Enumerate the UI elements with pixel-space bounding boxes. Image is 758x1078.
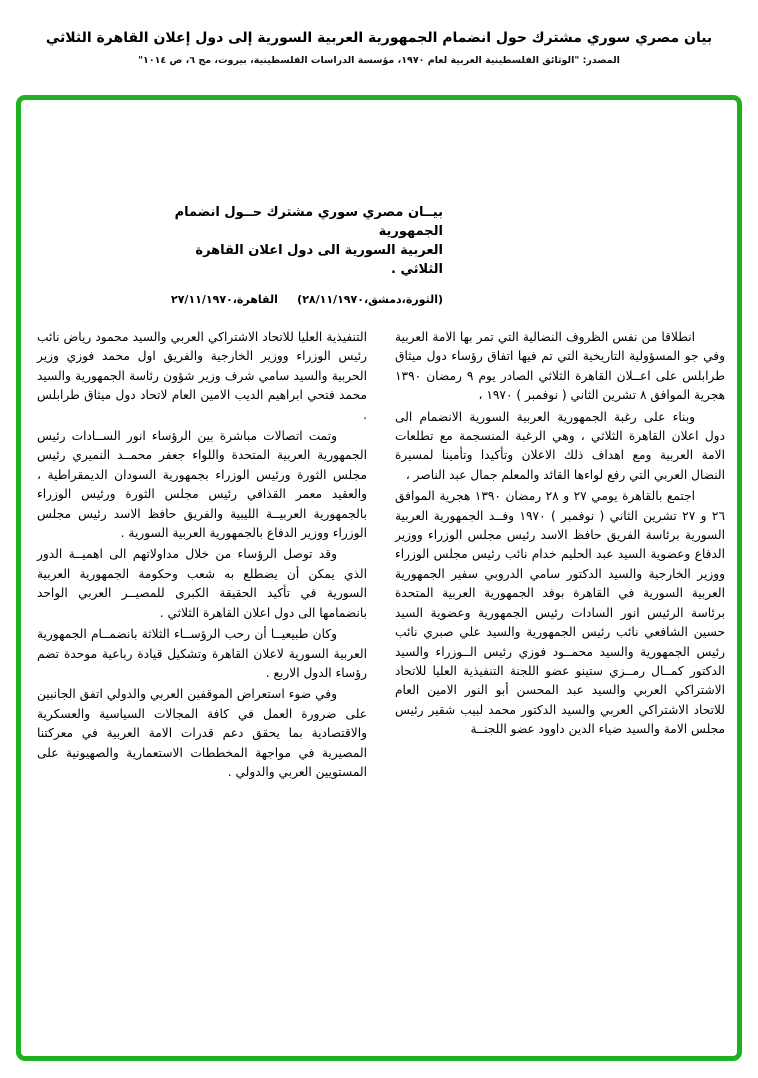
document-dateline <box>171 293 443 306</box>
source-line: المصدر: "الوثائق الفلسطينية العربية لعام ١٩٧٠، مؤسسة الدراسات الفلسطينية، بيروت، مج ٦، ص ١٠١٤" <box>138 55 620 66</box>
document-title-line1: بيــان مصري سوري مشترك حــول انضمام الجمهورية <box>174 205 443 239</box>
document-title-block <box>171 203 443 306</box>
paragraph: وتمت اتصالات مباشرة بين الرؤساء انور الســادات رئيس الجمهورية العربية المتحدة واللواء جعفر محمــد النميري رئيس مجلس الثورة ورئيس الوزراء بجمهورية السودان الديمقراطية ، والعقيد معمر القذافي رئيس مجلس الثورة ورئيس الوزراء بالجمهورية العربيــة الليبية والفريق حافظ الاسد رئيس مجلس الوزراء ووزير الدفاع بالجمهورية العربية السورية . <box>37 429 367 541</box>
dateline-cairo: القاهرة،٢٧/١١/١٩٧٠ <box>171 293 278 306</box>
paragraph: انطلاقا من نفس الظروف النضالية التي تمر بها الامة العربية وفي جو المسؤولية التاريخية التي تم فيها اتفاق رؤساء دول ميثاق طرابلس على اعــلان القاهرة الثلاثي الصادر يوم ٩ رمضان ١٣٩٠ هجرية الموافق ٨ تشرين الثاني ( نوفمبر ) ١٩٧٠ ، <box>395 330 725 403</box>
paragraph: وبناء على رغبة الجمهورية العربية السورية الانضمام الى دول اعلان القاهرة الثلاثي ، وهي الرغبة المنسجمة مع تطلعات الامة العربية ومع اهداف ذلك الاعلان وتأكيدا وتأمينا لمسيرة النضال العربي التي رفع لواءها القائد والمعلم جمال عبد الناصر ، <box>395 409 725 482</box>
paragraph: التنفيذية العليا للاتحاد الاشتراكي العربي والسيد محمود رياض نائب رئيس الوزراء ووزير الخارجية والفريق اول محمد فوزي وزير الحربية والسيد سامي شرف وزير شؤون رئاسة الجمهورية والسيد محمد فتحي ابراهيم الديب الامين العام لاتحاد دول ميثاق طرابلس . <box>37 330 367 422</box>
document-title-line2: العربية السورية الى دول اعلان القاهرة الثلاثي . <box>195 243 443 277</box>
paragraph: وقد توصل الرؤساء من خلال مداولاتهم الى اهميــة الدور الذي يمكن أن يضطلع به شعب وحكومة الجمهورية العربية السورية في تأكيد الحقيقة الكبرى للمصيــر العربي الواحد بانضمامها الى دول اعلان القاهرة الثلاثي . <box>37 547 367 620</box>
paragraph: وكان طبيعيــا أن رحب الرؤســاء الثلاثة بانضمــام الجمهورية العربية السورية لاعلان القاهرة وتشكيل قيادة رباعية موحدة تضم رؤساء الدول الاربع . <box>37 627 367 680</box>
column-left <box>37 328 367 784</box>
document-scan-frame <box>16 95 742 1061</box>
column-right <box>395 328 725 784</box>
page-title: بيان مصري سوري مشترك حول انضمام الجمهورية العربية السورية إلى دول إعلان القاهرة الثلاثي <box>45 30 713 46</box>
document-body <box>37 328 725 784</box>
page-header <box>0 0 758 66</box>
paragraph: وفي ضوء استعراض الموقفين العربي والدولي اتفق الجانبين على ضرورة العمل في كافة المجالات السياسية والعسكرية والاقتصادية بما يحقق دعم قدرات الامة العربية في معركتنا المصيرية في مواجهة المخططات الاستعمارية والصهيونية على المستويين العربي والدولي . <box>37 687 367 779</box>
dateline-damascus: (الثورة،دمشق،٢٨/١١/١٩٧٠) <box>297 293 443 306</box>
paragraph: اجتمع بالقاهرة يومي ٢٧ و ٢٨ رمضان ١٣٩٠ هجرية الموافق ٢٦ و ٢٧ تشرين الثاني ( نوفمبر ) ١٩٧٠ وفــد الجمهورية العربية السورية برئاسة الفريق حافظ الاسد رئيس مجلس الوزراء ووزير الدفاع وعضوية السيد عبد الحليم خدام نائب رئيس مجلس الوزراء ووزير الخارجية والسيد الدكتور سامي الدروبي سفير الجمهورية العربية السورية في القاهرة بوفد الجمهورية العربية المتحدة برئاسة الرئيس انور السادات رئيس الجمهورية وعضوية السيد حسين الشافعي نائب رئيس الجمهورية والسيد علي صبري نائب رئيس الجمهورية والسيد محمــود فوزي رئيس الــوزراء والسيد الدكتور كمــال رمــزي ستينو عضو اللجنة التنفيذية العليا للاتحاد الاشتراكي العربي والسيد عبد المحسن أبو النور الامين العام للاتحاد الاشتراكي العربي والسيد الدكتور محمد لبيب شقير رئيس مجلس الامة والسيد ضياء الدين داوود عضو اللجنــة <box>395 489 726 737</box>
document-title <box>171 203 443 279</box>
